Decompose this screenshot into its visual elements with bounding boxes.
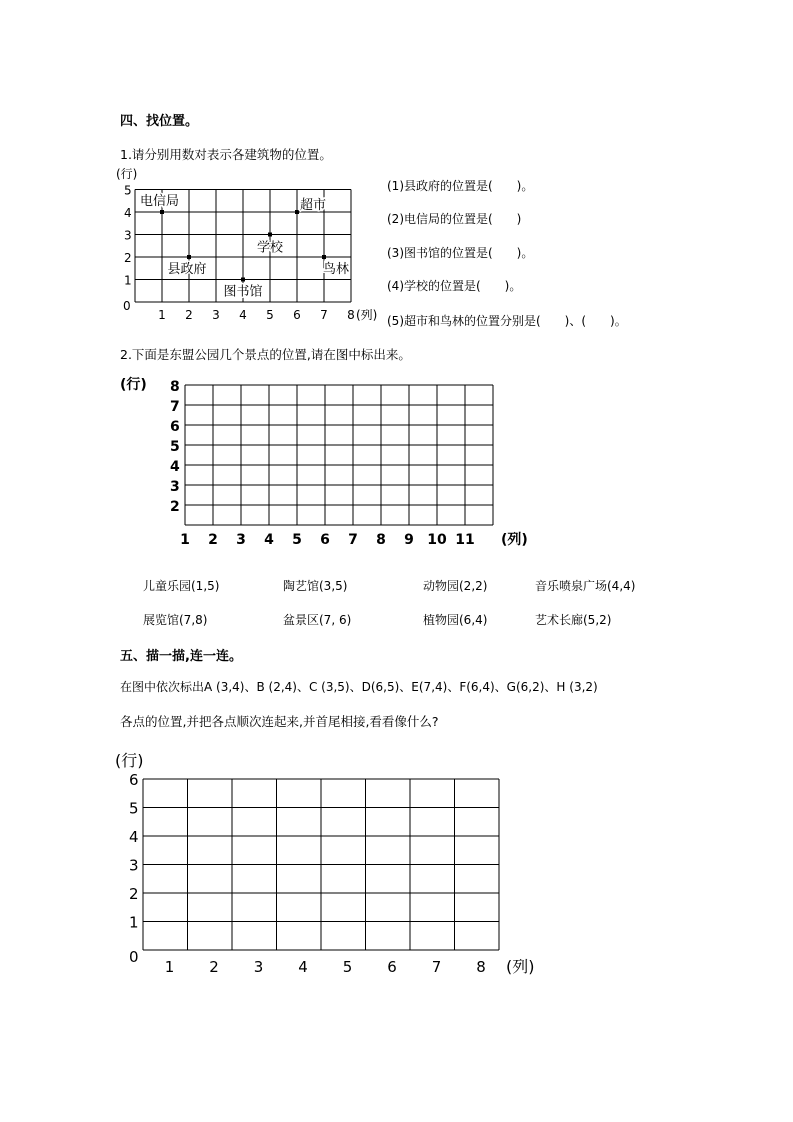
col-tick-label: 7 xyxy=(348,532,358,548)
col-tick-label: 5 xyxy=(266,308,274,322)
question-1-item-3: (3)图书馆的位置是( )。 xyxy=(387,246,534,260)
park-spots-grid xyxy=(115,368,535,548)
col-tick-label: 4 xyxy=(264,532,274,548)
row-tick-label: 4 xyxy=(124,206,132,220)
col-tick-label: 8 xyxy=(376,532,386,548)
row-tick-label: 7 xyxy=(170,399,180,415)
col-tick-label: 9 xyxy=(404,532,414,548)
col-tick-label: 1 xyxy=(164,958,175,976)
col-tick-label: 3 xyxy=(253,958,264,976)
row-tick-label: 5 xyxy=(170,439,180,455)
place-point xyxy=(268,233,272,237)
row-tick-label: 1 xyxy=(124,273,132,288)
row-tick-label: 3 xyxy=(124,228,132,243)
connect-dots-grid xyxy=(115,745,565,980)
question-1-item-4: (4)学校的位置是( )。 xyxy=(387,279,522,293)
origin-label: 0 xyxy=(129,948,139,966)
col-axis-label: (列) xyxy=(356,308,378,322)
row-tick-label: 3 xyxy=(170,479,180,495)
question-1-prompt: 1.请分别用数对表示各建筑物的位置。 xyxy=(120,147,332,162)
row-tick-label: 2 xyxy=(170,499,180,515)
place-label: 鸟林 xyxy=(322,262,350,277)
col-axis-label: (列) xyxy=(501,532,528,548)
col-tick-label: 10 xyxy=(427,532,447,548)
place-point xyxy=(160,210,164,214)
col-tick-label: 8 xyxy=(476,958,486,976)
col-axis-label: (列) xyxy=(506,957,535,976)
origin-label: 0 xyxy=(123,299,131,313)
col-tick-label: 11 xyxy=(455,532,475,548)
col-tick-label: 4 xyxy=(239,308,247,322)
row-tick-label: 4 xyxy=(170,459,180,475)
building-location-grid xyxy=(110,162,390,322)
place-point xyxy=(187,255,191,259)
col-tick-label: 7 xyxy=(320,308,328,322)
row-tick-label: 5 xyxy=(129,799,139,818)
col-tick-label: 6 xyxy=(293,308,301,322)
col-tick-label: 3 xyxy=(212,308,220,322)
place-label: 电信局 xyxy=(140,194,180,209)
place-point xyxy=(295,210,299,214)
place-point xyxy=(322,255,326,259)
col-tick-label: 1 xyxy=(180,532,190,548)
spot-item: 植物园(6,4) xyxy=(423,613,488,627)
place-label: 超市 xyxy=(300,198,327,213)
place-label: 县政府 xyxy=(167,262,207,277)
section-5-instruction-line-1: 在图中依次标出A (3,4)、B (2,4)、C (3,5)、D(6,5)、E(7,4)、F(6,4)、G(6,2)、H (3,2) xyxy=(120,680,598,694)
col-tick-label: 4 xyxy=(298,958,308,976)
col-tick-label: 2 xyxy=(209,958,219,976)
section-4-heading: 四、找位置。 xyxy=(120,114,199,129)
col-tick-label: 5 xyxy=(292,532,302,548)
question-1-item-1: (1)县政府的位置是( )。 xyxy=(387,179,534,193)
place-label: 图书馆 xyxy=(223,284,263,300)
row-axis-label: (行) xyxy=(115,751,144,770)
col-tick-label: 2 xyxy=(185,308,193,322)
spot-item: 动物园(2,2) xyxy=(423,579,488,593)
spot-item: 音乐喷泉广场(4,4) xyxy=(535,579,636,593)
row-tick-label: 2 xyxy=(124,251,132,265)
row-tick-label: 1 xyxy=(129,913,139,932)
col-tick-label: 3 xyxy=(236,532,246,548)
col-tick-label: 5 xyxy=(342,958,353,976)
question-1-item-2: (2)电信局的位置是( ) xyxy=(387,212,522,226)
spot-item: 陶艺馆(3,5) xyxy=(283,579,348,593)
row-tick-label: 6 xyxy=(170,419,180,435)
row-tick-label: 5 xyxy=(124,183,132,198)
row-tick-label: 4 xyxy=(129,828,139,846)
row-axis-label: (行) xyxy=(116,167,138,181)
row-axis-label: (行) xyxy=(120,377,147,393)
section-5-instruction-line-2: 各点的位置,并把各点顺次连起来,并首尾相接,看看像什么? xyxy=(120,714,439,729)
place-point xyxy=(241,278,245,282)
col-tick-label: 6 xyxy=(387,958,397,976)
spot-item: 艺术长廊(5,2) xyxy=(535,613,612,627)
spot-item: 盆景区(7, 6) xyxy=(283,613,352,627)
section-5-heading: 五、描一描,连一连。 xyxy=(120,649,242,664)
question-2-prompt: 2.下面是东盟公园几个景点的位置,请在图中标出来。 xyxy=(120,347,411,362)
spot-item: 儿童乐园(1,5) xyxy=(143,579,220,593)
spot-item: 展览馆(7,8) xyxy=(143,613,208,627)
col-tick-label: 2 xyxy=(208,532,218,548)
row-tick-label: 6 xyxy=(129,771,139,789)
col-tick-label: 6 xyxy=(320,532,330,548)
question-1-item-5: (5)超市和鸟林的位置分别是( )、( )。 xyxy=(387,314,627,328)
place-label: 学校 xyxy=(256,240,284,256)
row-tick-label: 2 xyxy=(129,885,139,903)
col-tick-label: 1 xyxy=(158,308,166,322)
col-tick-label: 8 xyxy=(347,308,355,322)
row-tick-label: 8 xyxy=(170,379,180,395)
row-tick-label: 3 xyxy=(129,856,139,875)
col-tick-label: 7 xyxy=(431,958,442,976)
